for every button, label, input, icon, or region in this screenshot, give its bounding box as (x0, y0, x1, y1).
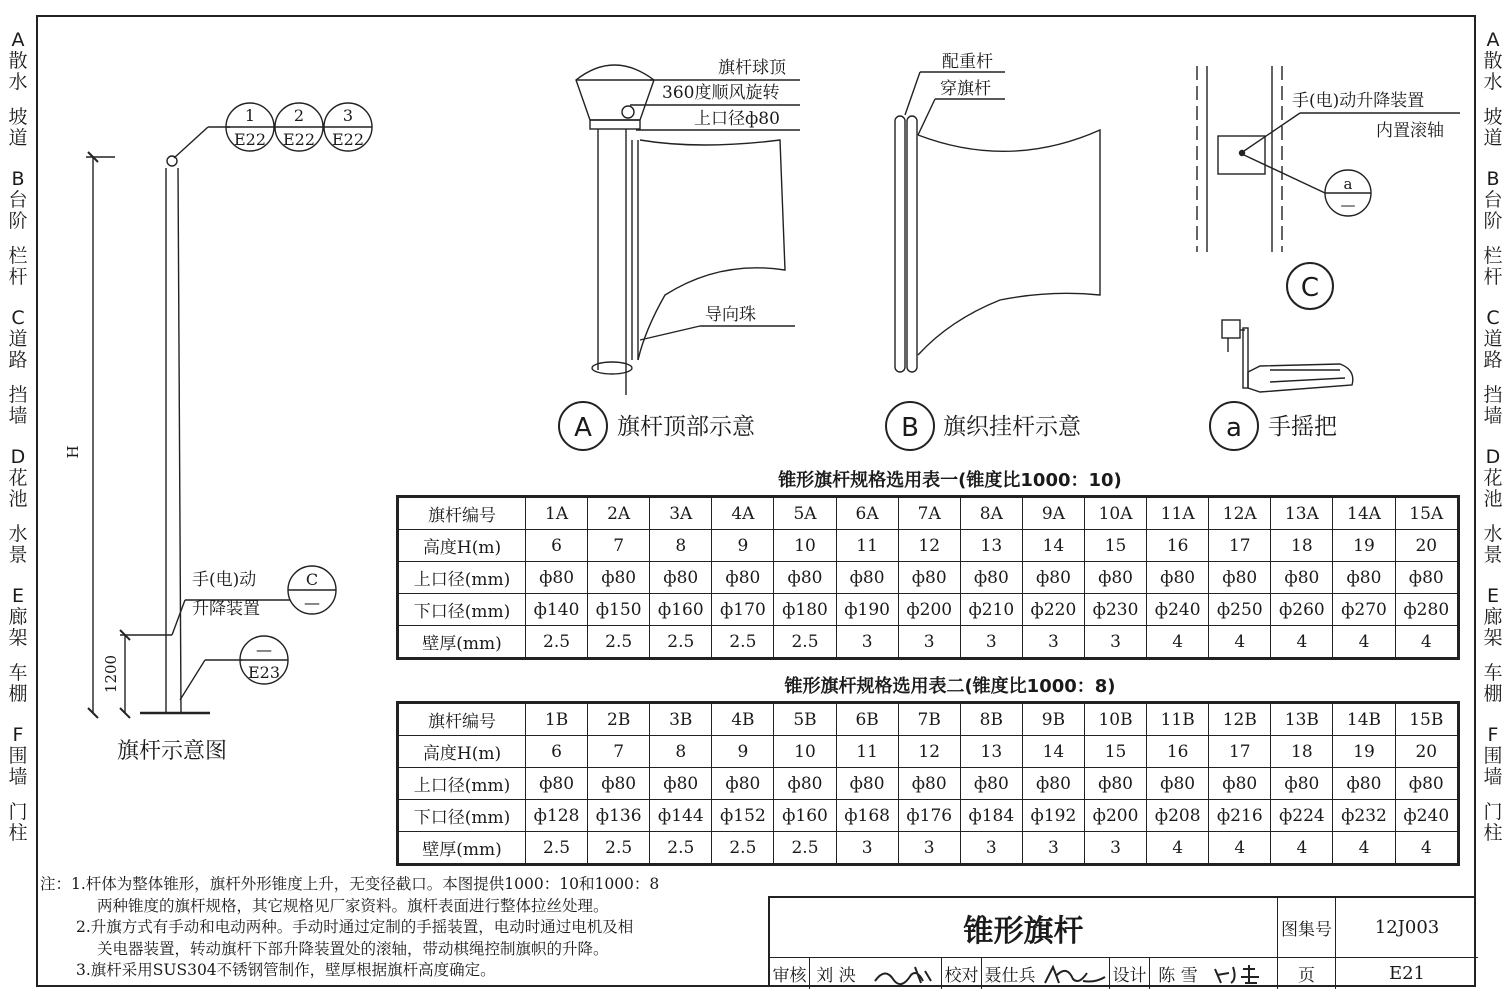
side-index-label: 水景 (1483, 523, 1503, 566)
table-cell: 10B (1084, 703, 1146, 736)
table-cell: 3 (960, 626, 1022, 659)
side-index-label: 车棚 (1483, 662, 1503, 705)
table-cell: ф160 (650, 594, 712, 626)
table-cell: 19 (1333, 530, 1395, 562)
ref-2-num: 2 (293, 106, 305, 125)
table-cell: 13A (1271, 497, 1333, 530)
drawing-title: 锥形旗杆 (770, 898, 1278, 958)
row-header-cell: 高度H(m) (398, 530, 526, 562)
table-cell: 12B (1209, 703, 1271, 736)
table-cell: ф216 (1209, 800, 1271, 832)
table-cell: 2.5 (526, 626, 588, 659)
table-row (398, 832, 1459, 865)
side-index-label: 水景 (8, 523, 28, 566)
table-cell: ф80 (774, 562, 836, 594)
ref-2-sheet: E22 (282, 130, 316, 149)
base-ref-sheet: E23 (247, 663, 281, 682)
table-cell: ф144 (650, 800, 712, 832)
side-index-letter: C (11, 307, 25, 329)
table-cell: ф80 (960, 768, 1022, 800)
table-cell: 4B (712, 703, 774, 736)
side-index-label: 道路 (8, 328, 28, 371)
lift-label-2: 升降装置 (192, 599, 260, 619)
detail-c-ref-num: a (1343, 175, 1353, 193)
table-cell: ф80 (588, 768, 650, 800)
table-cell: 4 (1333, 832, 1395, 865)
table-cell: ф152 (712, 800, 774, 832)
table-cell: 2.5 (712, 626, 774, 659)
table-cell: 8A (960, 497, 1022, 530)
table-cell: ф190 (836, 594, 898, 626)
table-cell: ф200 (898, 594, 960, 626)
designer-name: 陈 雪 (1158, 966, 1198, 986)
table-cell: 4 (1333, 626, 1395, 659)
side-index-label: 栏杆 (8, 245, 28, 288)
side-index-letter: F (12, 724, 24, 746)
table-cell: ф80 (1022, 562, 1084, 594)
table-row (398, 530, 1459, 562)
side-index-label: 围墙 (1483, 745, 1503, 788)
detail-b-caption: 旗织挂杆示意 (943, 414, 1081, 440)
table-cell: ф208 (1147, 800, 1209, 832)
side-index-letter: E (11, 585, 24, 607)
table-cell: 18 (1271, 736, 1333, 768)
table-cell: 2B (588, 703, 650, 736)
row-header-cell: 壁厚(mm) (398, 832, 526, 865)
design-label: 设计 (1110, 958, 1150, 989)
table-row (398, 703, 1459, 736)
table-cell: 10 (774, 736, 836, 768)
detail-a-label-4: 导向珠 (705, 305, 756, 325)
table-cell: 5B (774, 703, 836, 736)
table-cell: 17 (1209, 530, 1271, 562)
table-cell: 11A (1147, 497, 1209, 530)
table-cell: 9B (1022, 703, 1084, 736)
table-cell: 13 (960, 736, 1022, 768)
table-cell: 11 (836, 530, 898, 562)
table-cell: 5A (774, 497, 836, 530)
table-cell: ф240 (1147, 594, 1209, 626)
table-cell: 3 (898, 626, 960, 659)
note-line: 关电器装置，转动旗杆下部升降装置处的滚轴，带动棋绳控制旗帜的升降。 (97, 939, 609, 958)
table-cell: 14A (1333, 497, 1395, 530)
table-cell: ф168 (836, 800, 898, 832)
table-cell: ф176 (898, 800, 960, 832)
side-index-label: 坡道 (1483, 106, 1503, 149)
table-cell: 4 (1271, 626, 1333, 659)
check-label: 校对 (942, 958, 982, 989)
detail-b-drawing (886, 72, 1100, 450)
table-cell: 12A (1209, 497, 1271, 530)
table-row (398, 497, 1459, 530)
table-cell: 1B (526, 703, 588, 736)
note-line: 1.杆体为整体锥形，旗杆外形锥度上升，无变径截口。本图提供1000：10和1000：8 (71, 875, 660, 893)
spec-table-2 (396, 701, 1460, 866)
dim-h: H (64, 445, 82, 459)
table-cell: 14 (1022, 736, 1084, 768)
side-index-letter: D (1485, 446, 1501, 468)
c-ref-sheet: — (304, 593, 320, 612)
table-cell: 13 (960, 530, 1022, 562)
table-cell: ф232 (1333, 800, 1395, 832)
table-cell: 10A (1084, 497, 1146, 530)
table-row (398, 594, 1459, 626)
table-cell: 7B (898, 703, 960, 736)
row-header-cell: 上口径(mm) (398, 562, 526, 594)
table-cell: 3 (898, 832, 960, 865)
reviewer-name: 刘 泱 (816, 966, 856, 986)
table-cell: 14 (1022, 530, 1084, 562)
side-index-label: 台阶 (8, 189, 28, 232)
table-cell: 4 (1147, 832, 1209, 865)
table-cell: ф80 (588, 562, 650, 594)
table-cell: ф150 (588, 594, 650, 626)
table-cell: 4A (712, 497, 774, 530)
table-cell: 3A (650, 497, 712, 530)
table-cell: 3 (1022, 626, 1084, 659)
table-cell: 3 (1084, 626, 1146, 659)
detail-a-small-mark: a (1226, 413, 1242, 443)
side-index-letter: B (11, 168, 25, 190)
table-cell: ф270 (1333, 594, 1395, 626)
table-cell: ф80 (526, 768, 588, 800)
table-cell: 2.5 (650, 832, 712, 865)
checker-name: 聂仕兵 (984, 966, 1036, 986)
ref-3-num: 3 (342, 106, 354, 125)
table-cell: 1A (526, 497, 588, 530)
table-row (398, 800, 1459, 832)
side-index-letter: C (1486, 307, 1500, 329)
notes (40, 874, 770, 982)
side-index-letter: F (1487, 724, 1499, 746)
detail-a-mark: A (574, 413, 592, 443)
table-cell: ф184 (960, 800, 1022, 832)
table-cell: 16 (1147, 736, 1209, 768)
table-cell: ф80 (898, 768, 960, 800)
table-cell: 3B (650, 703, 712, 736)
table-cell: ф80 (1209, 562, 1271, 594)
table-cell: 9 (712, 736, 774, 768)
side-index-label: 围墙 (8, 745, 28, 788)
pole-diagram (86, 103, 372, 718)
table-cell: 10 (774, 530, 836, 562)
table-cell: 8 (650, 530, 712, 562)
detail-c-ref-sheet: — (1340, 196, 1356, 214)
side-index-label: 花池 (1483, 467, 1503, 510)
table-cell: ф80 (1084, 768, 1146, 800)
table-cell: 15 (1084, 736, 1146, 768)
side-index-letter: E (1486, 585, 1499, 607)
table-cell: 2.5 (588, 832, 650, 865)
dim-1200: 1200 (102, 654, 120, 694)
table-cell: 2.5 (774, 832, 836, 865)
table-cell: ф250 (1209, 594, 1271, 626)
table-cell: 7A (898, 497, 960, 530)
side-index-label: 散水 (8, 50, 28, 93)
table-cell: 3 (836, 626, 898, 659)
table-cell: 9 (712, 530, 774, 562)
table-cell: 2.5 (650, 626, 712, 659)
side-index-label: 挡墙 (8, 384, 28, 427)
note-line: 3.旗杆采用SUS304不锈钢管制作，壁厚根据旗杆高度确定。 (76, 961, 496, 979)
table-cell: ф80 (836, 768, 898, 800)
detail-c-mark: C (1300, 273, 1320, 303)
detail-a-label-3: 上口径ф80 (694, 109, 780, 129)
table-cell: 17 (1209, 736, 1271, 768)
side-index-label: 廊架 (8, 606, 28, 649)
table-cell: ф80 (774, 768, 836, 800)
table-cell: ф80 (1271, 768, 1333, 800)
detail-a-small-caption: 手摇把 (1268, 414, 1337, 440)
table-cell: 3 (1022, 832, 1084, 865)
review-label: 审核 (770, 958, 810, 989)
table-cell: 12 (898, 530, 960, 562)
table-cell: 6B (836, 703, 898, 736)
ref-1-num: 1 (244, 106, 256, 125)
table-cell: 4 (1395, 626, 1458, 659)
side-index-label: 车棚 (8, 662, 28, 705)
table-cell: 4 (1271, 832, 1333, 865)
side-index-label: 门柱 (8, 801, 28, 844)
pole-diagram-caption: 旗杆示意图 (116, 739, 228, 764)
table-cell: ф80 (1147, 562, 1209, 594)
table-cell: 6A (836, 497, 898, 530)
table-cell: ф80 (1333, 768, 1395, 800)
table-cell: ф80 (1084, 562, 1146, 594)
table-cell: 6 (526, 736, 588, 768)
table-cell: 15 (1084, 530, 1146, 562)
table-cell: ф210 (960, 594, 1022, 626)
table-cell: ф80 (650, 768, 712, 800)
table-cell: 7 (588, 530, 650, 562)
note-line: 2.升旗方式有手动和电动两种。手动时通过定制的手摇装置，电动时通过电机及相 (76, 918, 634, 936)
table-cell: ф192 (1022, 800, 1084, 832)
detail-b-label-1: 配重杆 (942, 52, 993, 72)
note-line: 两种锥度的旗杆规格，其它规格见厂家资料。旗杆表面进行整体拉丝处理。 (97, 896, 609, 915)
table-cell: 2.5 (526, 832, 588, 865)
table-cell: ф180 (774, 594, 836, 626)
table-row (398, 736, 1459, 768)
table-cell: 2.5 (588, 626, 650, 659)
table-cell: 16 (1147, 530, 1209, 562)
table-cell: 15B (1395, 703, 1458, 736)
detail-a-label-2: 360度顺风旋转 (662, 83, 780, 103)
table-cell: ф140 (526, 594, 588, 626)
reviewer-signature (862, 958, 942, 989)
base-ref-num: — (256, 640, 272, 659)
row-header-cell: 旗杆编号 (398, 703, 526, 736)
side-index-letter: A (11, 29, 25, 51)
table-cell: ф80 (1022, 768, 1084, 800)
table-cell: 18 (1271, 530, 1333, 562)
side-index-letter: A (1486, 29, 1500, 51)
table-cell: 19 (1333, 736, 1395, 768)
table-cell: ф80 (712, 768, 774, 800)
table-cell: 3 (960, 832, 1022, 865)
side-index-label: 栏杆 (1483, 245, 1503, 288)
row-header-cell: 上口径(mm) (398, 768, 526, 800)
table-cell: 13B (1271, 703, 1333, 736)
page-number: E21 (1388, 963, 1426, 984)
row-header-cell: 下口径(mm) (398, 594, 526, 626)
table1-title: 锥形旗杆规格选用表一(锥度比1000：10) (778, 470, 1122, 491)
title-block (768, 896, 1476, 987)
spec-table-1 (396, 495, 1460, 660)
table-cell: ф170 (712, 594, 774, 626)
row-header-cell: 壁厚(mm) (398, 626, 526, 659)
row-header-cell: 旗杆编号 (398, 497, 526, 530)
table-cell: ф136 (588, 800, 650, 832)
table-cell: ф80 (1271, 562, 1333, 594)
ref-1-sheet: E22 (233, 130, 267, 149)
table-cell: ф260 (1271, 594, 1333, 626)
detail-b-label-2: 穿旗杆 (940, 79, 991, 99)
table-cell: 6 (526, 530, 588, 562)
table-cell: 20 (1395, 736, 1458, 768)
table-cell: ф200 (1084, 800, 1146, 832)
table-cell: 3 (1084, 832, 1146, 865)
row-header-cell: 下口径(mm) (398, 800, 526, 832)
side-index-label: 廊架 (1483, 606, 1503, 649)
table-cell: 2A (588, 497, 650, 530)
table-cell: 7 (588, 736, 650, 768)
side-index-label: 门柱 (1483, 801, 1503, 844)
table-cell: ф80 (712, 562, 774, 594)
side-index-label: 挡墙 (1483, 384, 1503, 427)
table-cell: ф80 (526, 562, 588, 594)
table-cell: 20 (1395, 530, 1458, 562)
table-cell: 9A (1022, 497, 1084, 530)
designer-signature (1206, 958, 1278, 989)
table-cell: 15A (1395, 497, 1458, 530)
table-cell: 2.5 (712, 832, 774, 865)
table-cell: 4 (1395, 832, 1458, 865)
table-cell: ф224 (1271, 800, 1333, 832)
table-cell: 4 (1147, 626, 1209, 659)
atlas-number: 12J003 (1336, 898, 1478, 958)
detail-c-label-2: 内置滚轴 (1376, 121, 1444, 141)
table2-title: 锥形旗杆规格选用表二(锥度比1000：8) (784, 676, 1116, 697)
detail-a-label-1: 旗杆球顶 (718, 58, 786, 78)
atlas-label: 图集号 (1278, 898, 1336, 958)
table-cell: ф80 (1147, 768, 1209, 800)
page-label: 页 (1278, 958, 1336, 989)
c-ref-num: C (305, 570, 319, 589)
table-cell: ф80 (1395, 768, 1458, 800)
table-cell: 4 (1209, 832, 1271, 865)
checker-signature (1038, 958, 1110, 989)
table-cell: 4 (1209, 626, 1271, 659)
table-cell: 8 (650, 736, 712, 768)
table-cell: ф80 (836, 562, 898, 594)
side-index-label: 坡道 (8, 106, 28, 149)
table-row (398, 768, 1459, 800)
side-index-label: 散水 (1483, 50, 1503, 93)
table-cell: ф160 (774, 800, 836, 832)
side-index-label: 台阶 (1483, 189, 1503, 232)
table-cell: ф220 (1022, 594, 1084, 626)
table-cell: 2.5 (774, 626, 836, 659)
table-row (398, 562, 1459, 594)
table-cell: 14B (1333, 703, 1395, 736)
table-cell: 11 (836, 736, 898, 768)
table-cell: ф128 (526, 800, 588, 832)
ref-3-sheet: E22 (331, 130, 365, 149)
table-cell: ф80 (960, 562, 1022, 594)
lift-label-1: 手(电)动 (192, 570, 257, 590)
detail-a-caption: 旗杆顶部示意 (617, 414, 755, 440)
side-index-label: 花池 (8, 467, 28, 510)
side-index-letter: B (1486, 168, 1500, 190)
table-cell: ф240 (1395, 800, 1458, 832)
table-cell: ф80 (898, 562, 960, 594)
notes-prefix: 注： (40, 875, 72, 893)
table-cell: 3 (836, 832, 898, 865)
table-cell: 11B (1147, 703, 1209, 736)
detail-b-mark: B (901, 413, 919, 443)
table-cell: ф280 (1395, 594, 1458, 626)
table-cell: ф80 (1209, 768, 1271, 800)
side-index-letter: D (10, 446, 26, 468)
table-cell: ф230 (1084, 594, 1146, 626)
table-cell: ф80 (1333, 562, 1395, 594)
table-cell: 12 (898, 736, 960, 768)
table-cell: ф80 (1395, 562, 1458, 594)
table-cell: 8B (960, 703, 1022, 736)
row-header-cell: 高度H(m) (398, 736, 526, 768)
table-cell: ф80 (650, 562, 712, 594)
table-row (398, 626, 1459, 659)
detail-c-label-1: 手(电)动升降装置 (1292, 91, 1425, 111)
side-index-label: 道路 (1483, 328, 1503, 371)
